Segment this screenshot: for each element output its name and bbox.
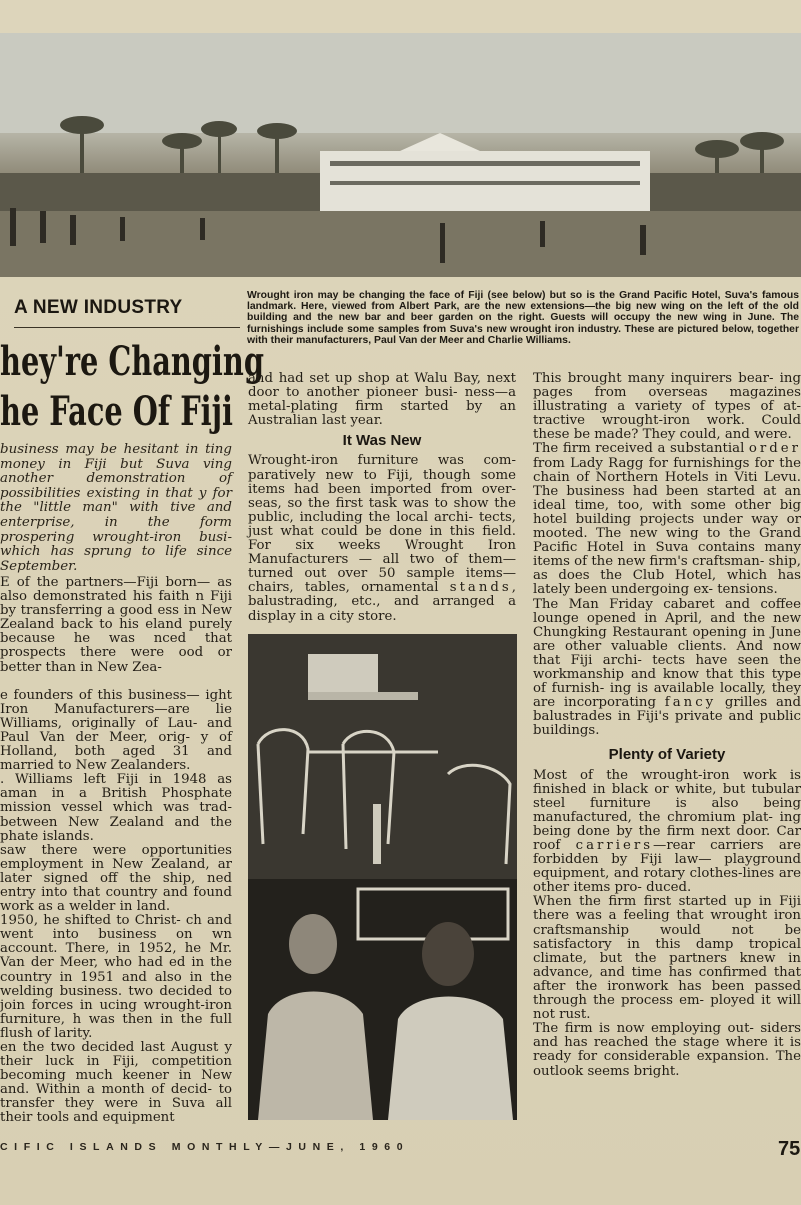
headline-line-2: he Face Of Fiji	[0, 388, 233, 435]
hotel-photo-drawing	[0, 33, 801, 277]
col2-p2-part-c: , balustrading, etc., and arranged a display in a city store.	[248, 580, 516, 624]
col1-paragraph-3: . Williams left Fiji in 1948 as aman in a British Phosphate mission vessel which was trad- between New Zealand and the phate islands.	[0, 772, 232, 844]
col3-p4-spaced: carriers	[575, 838, 654, 853]
col1-paragraph-2: e founders of this business— ight Iron Manufacturers—are lie Williams, originally of Lau- and Paul Van der Meer, orig- y of Holland, both aged 31 and married to New Zealanders.	[0, 687, 232, 774]
col3-p4-part-c: —rear carriers are forbidden by Fiji law— playground equipment, and rotary clothes-lines are other items pro- duced.	[533, 838, 801, 896]
col3-p2-part-c: from Lady Ragg for furnishings for the chain of Northern Hotels in Viti Levu. The business had been started at an ideal time, too, with some other big hotel building projects under way or mooted. The new wing to the Grand Pacific Hotel in Suva contains many items of the new firm's craftsman- ship, as does the Club Hotel, which has lately been undergoing ex- tensions.	[533, 455, 801, 598]
col2-paragraph-1: and had set up shop at Walu Bay, next door to another pioneer busi- ness—a metal-plating firm started by an Australian last year.	[248, 371, 516, 429]
col3-paragraph-5: When the firm first started up in Fiji there was a feeling that wrought iron craftsmanship would not be satisfactory in this damp tropical climate, but the partners knew in advance, and time has confirmed that after the ironwork has been passed through the process em- ployed it will not rust.	[533, 894, 801, 1023]
photo-caption: Wrought iron may be changing the face of Fiji (see below) but so is the Grand Pacific Hotel, Suva's famous landmark. Here, viewed from Albert Park, are the new extensions—the big new wing on the left of the old building and the new bar and beer garden on the right. Guests will occupy the new wing in June. The furnishings include some samples from Suva's new wrought iron industry. These are pictured below, together with their manufacturers, Paul Van der Meer and Charlie Williams.	[247, 290, 799, 346]
col3-paragraph-3	[533, 598, 801, 739]
col3-p3-part-c: grilles and balustrades in Fiji's private and public buildings.	[533, 695, 801, 739]
col3-paragraph-2	[533, 442, 801, 597]
article-intro	[0, 443, 232, 574]
headline-line-1: hey're Changing	[0, 338, 264, 385]
col1-paragraph-1: E of the partners—Fiji born— as also demonstrated his faith n Fiji by transferring a good ess in New Zealand back to his eland purely because he was nced that prospects there were ood or better than in New Zea-	[0, 575, 232, 675]
col2-paragraph-2	[248, 454, 516, 623]
col3-paragraph-1: This brought many inquirers bear- ing pages from overseas magazines illustrating a variety of types of at- tractive wrought-iron work. Could these be made? They could, and were.	[533, 371, 801, 443]
col3-p2-spaced: order	[748, 441, 801, 457]
col3-paragraph-6: The firm is now employing out- siders and has reached the stage where it is ready for considerable expansion. The outlook seems bright.	[533, 1021, 801, 1079]
col1-paragraph-5: 1950, he shifted to Christ- ch and went into business on wn account. There, in 1952, he Mr. Van der Meer, who had ed in the country in 1951 and also in the welding business. two decided to join forces in ucing wrought-iron furniture, h was then in the full flush of larity.	[0, 913, 232, 1041]
col3-p3-part-a: The Man Friday cabaret and coffee lounge opened in April, and the new Chungking Restaurant opening in June are other valuable clients. And now that Fiji archi- tects have seen the workmanship and know that this type of furnish- ing is available locally, they are incorporating	[533, 596, 801, 711]
col1-paragraph-6: en the two decided last August y their luck in Fiji, competition becoming much keener in New and. Within a month of decid- to transfer they were in Suva all their tools and equipment	[0, 1040, 232, 1126]
col2-p2-spaced: stands	[449, 580, 512, 596]
running-footer: CIFIC ISLANDS MONTHLY—JUNE, 1960	[0, 1141, 410, 1153]
col3-paragraph-4	[533, 769, 801, 896]
intro-paragraph: business may be hesitant in ting money in Fiji but Suva ving another demonstration of possibilities existing in that y for the "little man" with tive and enterprise, in the form prospering wrought-iron busi- which has sprung to life since September.	[0, 442, 232, 574]
col1-paragraph-4: saw there were opportunities employment in New Zealand, ar later signed off the ship, ned entry into that country and found work as a welder in land.	[0, 842, 232, 915]
section-kicker: A NEW INDUSTRY	[14, 297, 240, 328]
article-column-2	[248, 372, 516, 624]
col2-p2-part-a: Wrought-iron furniture was com- paratively new to Fiji, though some items had been imported from over- seas, so the first task was to show the public, including the local archi- tects, just what could be done in this field. For six weeks Wrought Iron Manufacturers — all two of them—turned out over 50 sample items—chairs, tables, ornamental	[248, 453, 516, 596]
page-number: 75	[778, 1138, 801, 1160]
article-column-1	[0, 576, 232, 1126]
hotel-photo	[0, 33, 801, 277]
col3-p2-part-a: The firm received a substantial	[533, 441, 745, 457]
subhead-it-was-new: It Was New	[342, 432, 422, 450]
col3-p4-part-a: Most of the wrought-iron work is finished in black or white, but tubular steel furniture is also being manufactured, the chromium plat- ing being done by the firm next door. Car roof	[533, 767, 801, 853]
subhead-plenty-of-variety: Plenty of Variety	[608, 746, 726, 764]
manufacturers-photo-drawing	[248, 634, 517, 1120]
col3-p3-spaced: fancy	[664, 695, 717, 711]
manufacturers-photo	[248, 634, 517, 1120]
article-column-3	[533, 372, 801, 1079]
